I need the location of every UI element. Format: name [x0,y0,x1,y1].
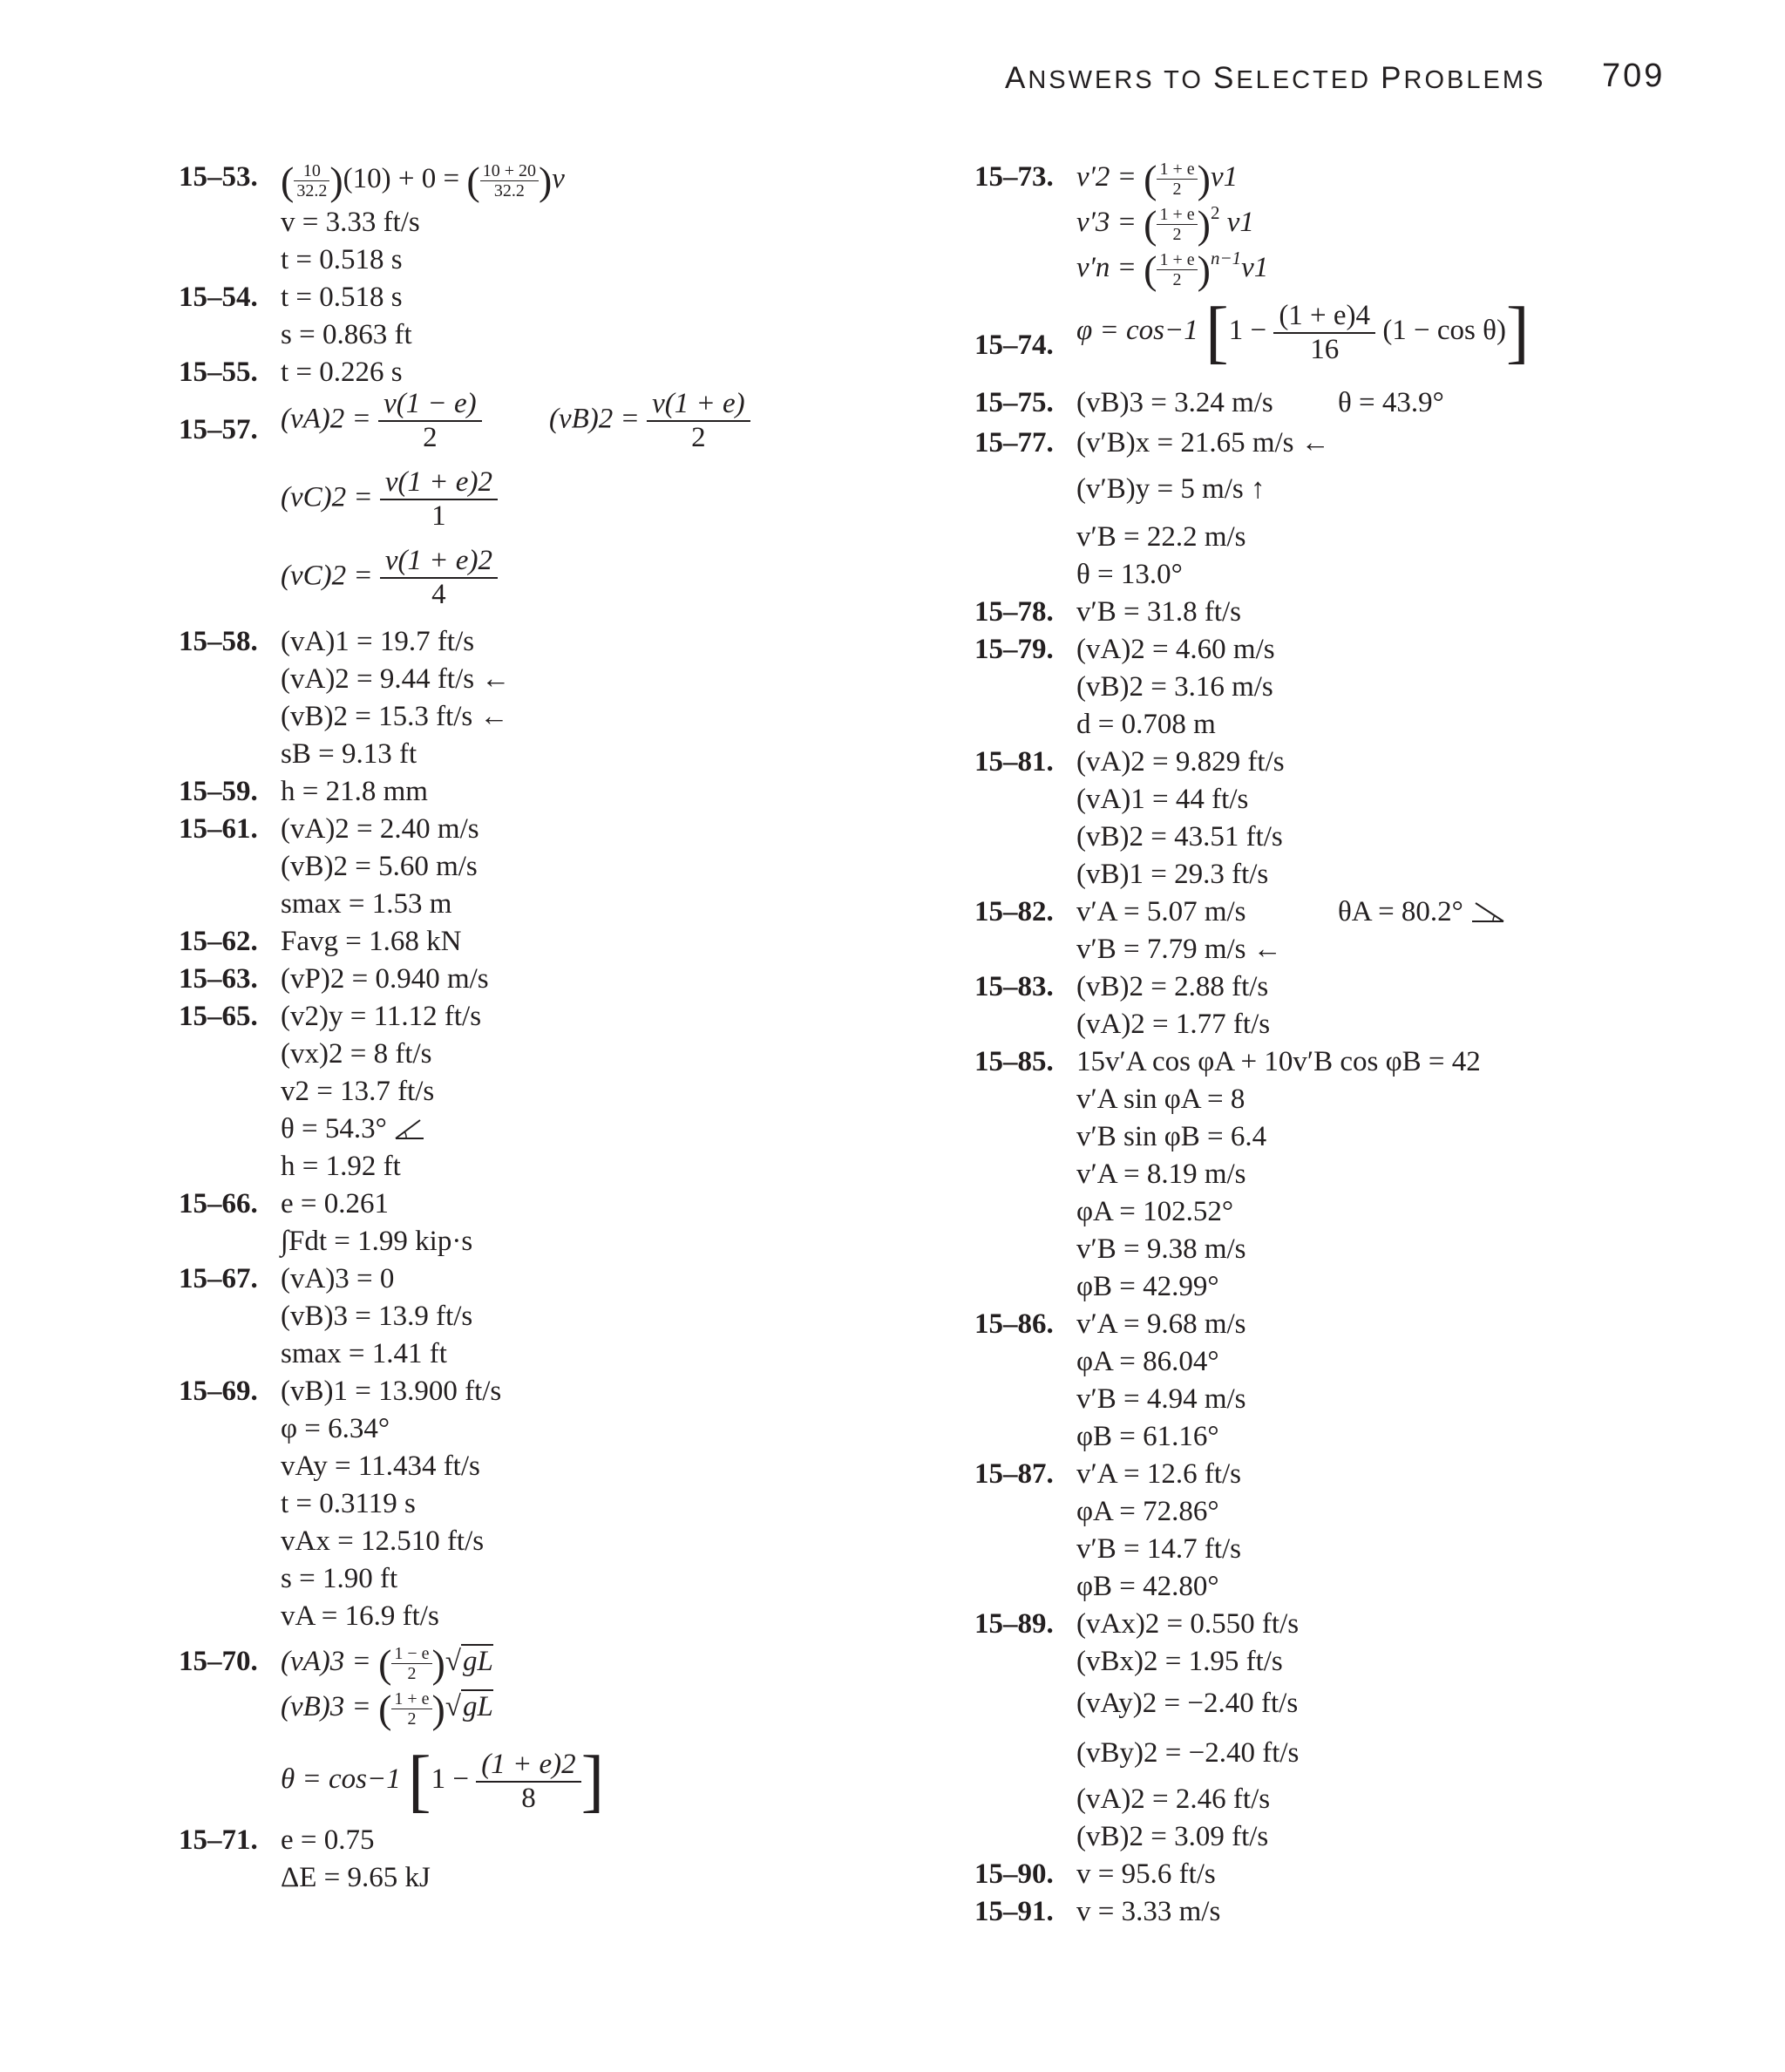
answer-line: φB = 61.16° [1076,1421,1219,1452]
answer-line: v2 = 13.7 ft/s [281,1076,435,1107]
angle-direction-icon [1470,900,1505,924]
answer-line: v′A = 8.19 m/s [1076,1158,1246,1190]
problem-number: 15–66. [179,1188,258,1219]
answer-line: v′B = 7.79 m/s ← [1076,934,1282,965]
answer-line: h = 1.92 ft [281,1151,401,1182]
problem-number: 15–75. [974,387,1054,418]
answer-line: t = 0.3119 s [281,1488,416,1519]
answer-line: t = 0.518 s [281,244,403,275]
angle-direction-icon [394,1117,429,1141]
answer-line: θ = 43.9° [1338,387,1444,418]
problem-number: 15–87. [974,1458,1054,1490]
page-number: 709 [1602,58,1666,94]
problem-number: 15–69. [179,1376,258,1407]
answer-line: φB = 42.99° [1076,1271,1219,1302]
answer-line: h = 21.8 mm [281,776,428,807]
answer-line: (vA)1 = 19.7 ft/s [281,626,475,657]
problem-number: 15–61. [179,813,258,845]
equation-line: v′n = ( $\frac{1 + e}{2}$ )$^{n-1}$v1 [1076,248,1269,292]
problem-number: 15–91. [974,1896,1054,1927]
problem-number: 15–70. [179,1646,258,1677]
answer-line: (vP)2 = 0.940 m/s [281,963,489,995]
problem-number: 15–53. [179,161,258,193]
answer-line: smax = 1.53 m [281,888,452,920]
answer-line: vA = 16.9 ft/s [281,1600,439,1632]
answer-line: s = 0.863 ft [281,319,412,350]
problem-number: 15–85. [974,1046,1054,1077]
problem-number: 15–89. [974,1608,1054,1640]
answer-line: (vB)2 = 3.09 ft/s [1076,1821,1269,1852]
answer-line: (vBy)2 = −2.40 ft/s [1076,1737,1300,1769]
answer-line: θ = 54.3° [281,1113,429,1145]
equation-line: (vA)3 = ( $\frac{1 - e}{2}$ )√gL [281,1641,493,1686]
problem-number: 15–65. [179,1001,258,1032]
answer-line: v = 3.33 ft/s [281,207,420,238]
running-header-title: ANSWERS TO SELECTED PROBLEMS [1005,61,1546,95]
answer-line: Favg = 1.68 kN [281,926,462,957]
equation-line: φ = cos−1 [1 − $\frac{(1 + e)4}{16}$ (1 − cos θ)] [1076,294,1530,370]
answer-line: 15v′A cos φA + 10v′B cos φB = 42 [1076,1046,1481,1077]
answer-line: (v′B)x = 21.65 m/s ← [1076,427,1330,459]
equation-line: (vB)2 = $\frac{v(1 + e)}{2}$ [549,388,750,454]
problem-number: 15–83. [974,971,1054,1002]
problem-number: 15–90. [974,1858,1054,1890]
answer-line: φB = 42.80° [1076,1571,1219,1602]
answer-line: v′B = 9.38 m/s [1076,1233,1246,1265]
answer-line: v′B = 14.7 ft/s [1076,1533,1242,1565]
answer-line: v′A sin φA = 8 [1076,1084,1245,1115]
answer-line: e = 0.75 [281,1824,375,1856]
answer-line: (vA)2 = 1.77 ft/s [1076,1009,1271,1040]
answer-line: (vB)1 = 13.900 ft/s [281,1376,502,1407]
answer-line: (v2)y = 11.12 ft/s [281,1001,482,1032]
answer-line: (v′B)y = 5 m/s ↑ [1076,473,1266,505]
equation-line: (vA)2 = $\frac{v(1 - e)}{2}$ [281,388,482,454]
answer-line: (vBx)2 = 1.95 ft/s [1076,1646,1283,1677]
problem-number: 15–79. [974,634,1054,665]
answer-line: t = 0.518 s [281,282,403,313]
answer-line: v = 3.33 m/s [1076,1896,1221,1927]
problem-number: 15–54. [179,282,258,313]
answer-line: (vB)3 = 3.24 m/s [1076,387,1273,418]
answer-line: (vA)3 = 0 [281,1263,395,1294]
answer-line: θ = 13.0° [1076,559,1183,590]
problem-number: 15–73. [974,161,1054,193]
answer-line: v = 95.6 ft/s [1076,1858,1216,1890]
answer-line: (vA)2 = 2.40 m/s [281,813,479,845]
answer-line: v′A = 5.07 m/s [1076,896,1246,927]
answer-line: (vx)2 = 8 ft/s [281,1038,432,1070]
answer-line: d = 0.708 m [1076,709,1216,740]
answer-line: sB = 9.13 ft [281,738,417,770]
answer-line: ΔE = 9.65 kJ [281,1862,431,1893]
answer-line: φ = 6.34° [281,1413,390,1444]
answer-line: e = 0.261 [281,1188,390,1219]
answer-line: (vB)3 = 13.9 ft/s [281,1301,473,1332]
answer-line: (vA)2 = 9.44 ft/s ← [281,663,511,695]
answer-line: ∫Fdt = 1.99 kip·s [281,1226,473,1257]
equation-line: (vB)3 = ( $\frac{1 + e}{2}$ )√gL [281,1687,493,1731]
problem-number: 15–67. [179,1263,258,1294]
problem-number: 15–74. [974,329,1054,361]
answer-line: v′B = 4.94 m/s [1076,1383,1246,1415]
problem-number: 15–86. [974,1308,1054,1340]
answer-line: (vB)2 = 3.16 m/s [1076,671,1273,703]
problem-number: 15–82. [974,896,1054,927]
equation-line: ( $\frac{10}{32.2}$ )(10) + 0 = ( $\frac{10 + 20}{32.2}$ )v [281,159,565,203]
problem-number: 15–81. [974,746,1054,778]
answer-line: v′A = 9.68 m/s [1076,1308,1246,1340]
problem-number: 15–58. [179,626,258,657]
problem-number: 15–62. [179,926,258,957]
answer-line: (vB)2 = 5.60 m/s [281,851,478,882]
answer-line: θA = 80.2° [1338,896,1505,928]
answer-line: (vB)1 = 29.3 ft/s [1076,859,1269,890]
answer-line: v′B = 22.2 m/s [1076,521,1246,553]
problem-number: 15–71. [179,1824,258,1856]
problem-number: 15–59. [179,776,258,807]
answer-line: vAx = 12.510 ft/s [281,1525,485,1557]
answer-line: (vAx)2 = 0.550 ft/s [1076,1608,1300,1640]
equation-line: (vC)2 = $\frac{v(1 + e)2}{4}$ [281,545,498,611]
answer-line: (vB)2 = 15.3 ft/s ← [281,701,509,732]
answer-line: (vB)2 = 43.51 ft/s [1076,821,1283,853]
answer-line: smax = 1.41 ft [281,1338,447,1369]
answer-line: t = 0.226 s [281,357,403,388]
answer-line: (vA)2 = 4.60 m/s [1076,634,1275,665]
equation-line: (vC)2 = $\frac{v(1 + e)2}{1}$ [281,466,498,533]
problem-number: 15–63. [179,963,258,995]
problem-number: 15–55. [179,357,258,388]
answer-line: s = 1.90 ft [281,1563,398,1594]
answer-line: vAy = 11.434 ft/s [281,1450,480,1482]
problem-number: 15–78. [974,596,1054,628]
problem-number: 15–57. [179,414,258,445]
answer-line: φA = 72.86° [1076,1496,1219,1527]
answer-line: φA = 102.52° [1076,1196,1234,1227]
equation-line: v′2 = ( $\frac{1 + e}{2}$ )v1 [1076,157,1239,201]
answer-line: (vA)2 = 2.46 ft/s [1076,1783,1271,1815]
answer-line: v′B sin φB = 6.4 [1076,1121,1267,1152]
problem-number: 15–77. [974,427,1054,459]
answer-line: v′B = 31.8 ft/s [1076,596,1242,628]
equation-line: v′3 = ( $\frac{1 + e}{2}$ )$^2$ v1 [1076,202,1254,247]
answer-line: (vAy)2 = −2.40 ft/s [1076,1688,1299,1719]
answer-line: v′A = 12.6 ft/s [1076,1458,1242,1490]
answer-line: (vB)2 = 2.88 ft/s [1076,971,1269,1002]
answer-line: φA = 86.04° [1076,1346,1219,1377]
answer-line: (vA)2 = 9.829 ft/s [1076,746,1285,778]
answer-line: (vA)1 = 44 ft/s [1076,784,1249,815]
equation-line: θ = cos−1 [1 − $\frac{(1 + e)2}{8}$ ] [281,1743,605,1819]
